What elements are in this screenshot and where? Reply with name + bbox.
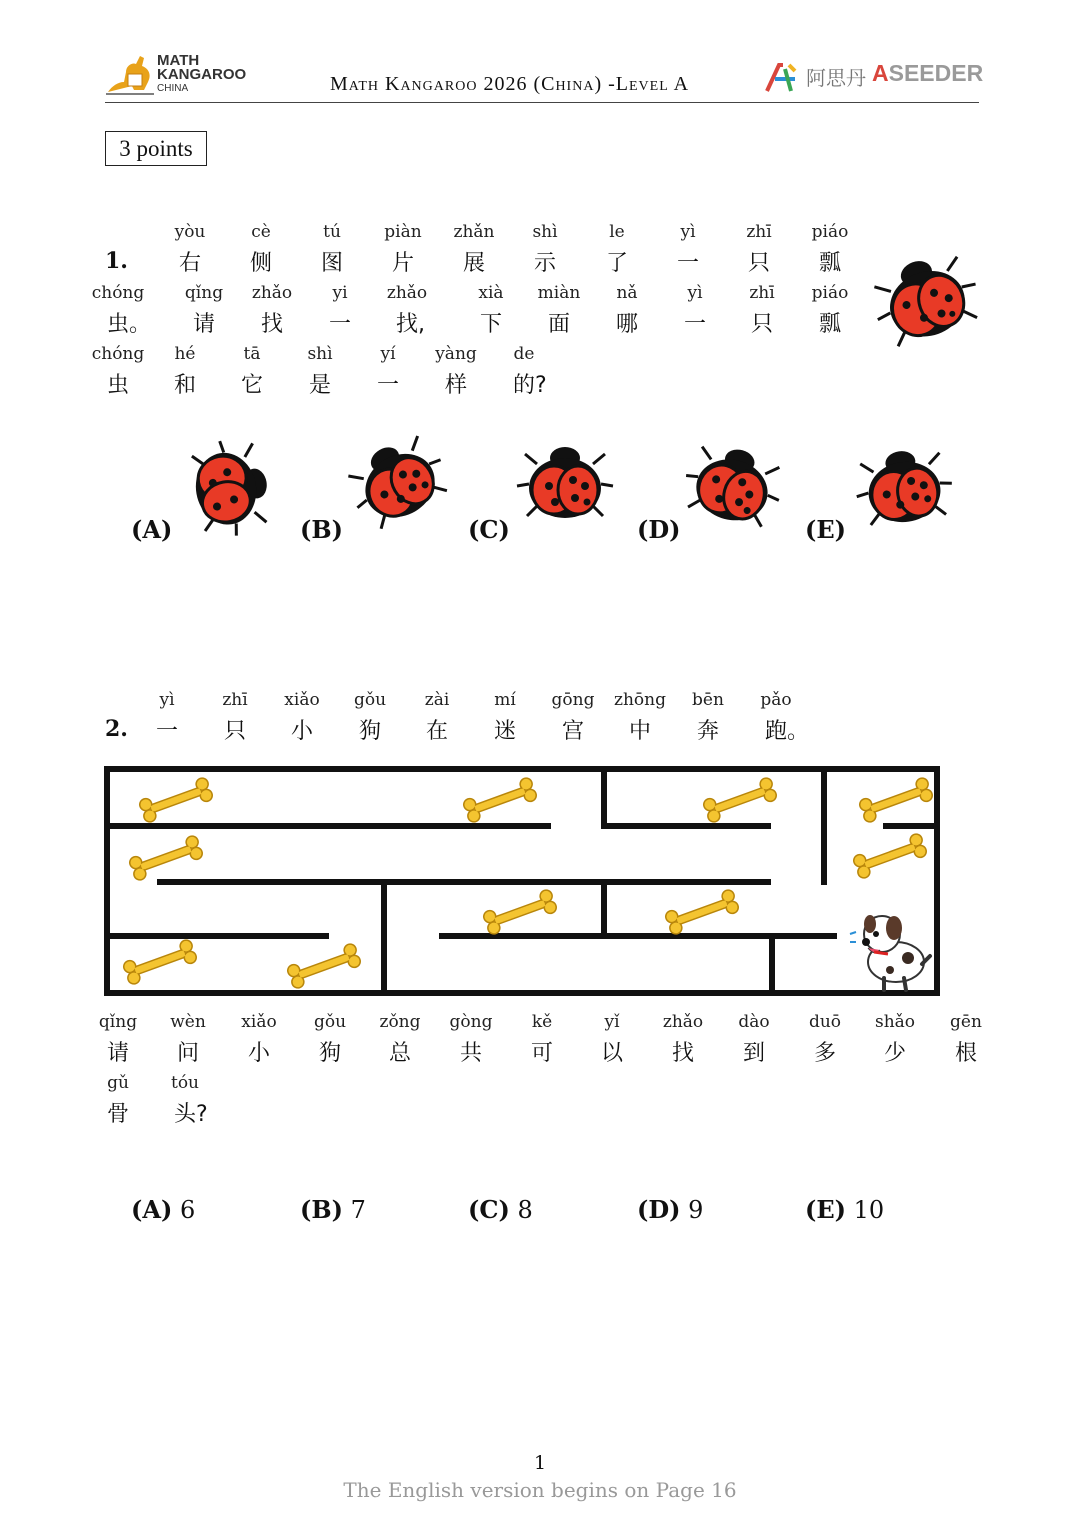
option-e-ladybug-icon[interactable] [852,438,958,536]
maze-walls [107,769,937,993]
pinyin: gǒu [313,1012,347,1032]
question-1-option-e[interactable]: (E) [805,515,847,544]
pinyin: cè [251,222,271,242]
pinyin: qǐng [98,1012,138,1032]
hanzi: 一 [677,251,700,276]
hanzi: 骨 [107,1102,130,1127]
pinyin: zhǎo [251,283,293,303]
question-2-option-d[interactable] [637,1195,703,1224]
pinyin: le [609,222,625,242]
pinyin: bēn [692,690,724,710]
pinyin: nǎ [616,283,638,303]
bone-icon [664,888,740,935]
hanzi: 是 [309,373,332,398]
pinyin: wèn [170,1012,206,1032]
question-1-option-d[interactable]: (D) [637,515,681,544]
bone-icon [122,938,198,985]
question-2-number: 2. [105,716,128,742]
question-1-option-a[interactable]: (A) [131,515,173,544]
pinyin: zhī [746,222,772,242]
hanzi: 在 [426,719,449,744]
pinyin: xiǎo [241,1012,277,1032]
pinyin: zhī [222,690,248,710]
pinyin: shì [532,222,558,242]
hanzi: 狗 [359,719,382,744]
pinyin: xià [478,283,504,303]
header-divider [105,102,979,103]
hanzi: 样 [445,373,468,398]
question-1-option-b[interactable]: (B) [300,515,343,544]
question-2-option-a[interactable] [131,1195,195,1224]
kangaroo-logo-icon [104,52,156,96]
hanzi: 片 [392,251,415,276]
option-d-ladybug-icon[interactable] [683,434,783,538]
pinyin: piàn [384,222,422,242]
bone-icon [858,776,934,823]
option-a-ladybug-icon[interactable] [178,440,282,536]
hanzi: 瓢 [819,251,842,276]
pinyin: gǒu [353,690,387,710]
page-number: 1 [533,1452,547,1474]
hanzi: 只 [748,251,771,276]
pinyin: zǒng [379,1012,421,1032]
pinyin: yòu [174,222,206,242]
partner-name-en-rest: SEEDER [888,60,984,86]
hanzi: 奔 [697,719,720,744]
bone-icon [462,776,538,823]
option-b-value: 7 [350,1196,366,1224]
pinyin: yàng [435,344,477,364]
pinyin: gòng [449,1012,493,1032]
pinyin: piáo [811,283,849,303]
hanzi: 瓢 [819,312,842,337]
pinyin: zhǎo [386,283,428,303]
hanzi: 找, [396,312,425,337]
partner-name-cn: 阿思丹 [806,66,866,90]
hanzi: 一 [329,312,352,337]
hanzi: 哪 [616,312,639,337]
pinyin: xiǎo [284,690,320,710]
question-2-option-c[interactable] [468,1195,533,1224]
hanzi: 根 [955,1041,978,1066]
hanzi: 找 [261,312,284,337]
pinyin: zhōng [614,690,666,710]
hanzi: 了 [606,251,629,276]
hanzi: 总 [389,1041,412,1066]
option-d-letter: (D) [637,1195,681,1224]
hanzi: 的? [513,373,547,398]
hanzi: 和 [174,373,197,398]
hanzi: 少 [884,1041,907,1066]
page-title: Math Kangaroo 2026 (China) -Level A [330,73,690,95]
points-label: 3 points [105,131,207,166]
pinyin: yǐ [604,1012,620,1032]
hanzi: 小 [248,1041,271,1066]
question-2-option-b[interactable] [300,1195,366,1224]
pinyin: yi [332,283,348,303]
hanzi: 图 [321,251,344,276]
hanzi: 只 [224,719,247,744]
option-e-value: 10 [853,1196,885,1224]
hanzi: 多 [814,1041,837,1066]
bone-icon [128,834,204,881]
pinyin: tú [323,222,341,242]
pinyin: gōng [551,690,595,710]
hanzi: 迷 [494,719,517,744]
bone-icon [852,832,928,879]
pinyin: shì [307,344,333,364]
option-c-ladybug-icon[interactable] [515,434,615,534]
logo-text [157,54,246,96]
option-d-value: 9 [688,1196,704,1224]
hanzi: 虫。 [107,312,152,337]
hanzi: 狗 [319,1041,342,1066]
pinyin: tóu [170,1073,199,1093]
pinyin: kě [531,1012,553,1032]
hanzi: 跑。 [765,719,810,744]
pinyin: zhǎn [453,222,495,242]
pinyin: miàn [537,283,581,303]
pinyin: tā [243,344,261,364]
bone-icon [286,942,362,989]
hanzi: 小 [291,719,314,744]
logo-line-china: CHINA [157,83,189,94]
partner-name-en [872,60,983,87]
option-a-letter: (A) [131,1195,173,1224]
option-e-letter: (E) [805,1195,847,1224]
option-c-value: 8 [517,1196,533,1224]
hanzi: 可 [531,1041,554,1066]
partner-name-en-initial: A [872,60,889,86]
hanzi: 一 [684,312,707,337]
question-2-option-e[interactable] [805,1195,884,1224]
hanzi: 共 [460,1041,483,1066]
bone-icon [482,888,558,935]
pinyin: yì [680,222,696,242]
pinyin: dào [738,1012,770,1032]
pinyin: hé [174,344,196,364]
ladybug-icon [870,250,982,350]
hanzi: 展 [463,251,486,276]
hanzi: 一 [377,373,400,398]
pinyin: chóng [91,283,145,303]
logo-line-math: MATH [157,52,200,69]
maze [104,766,940,998]
hanzi: 请 [107,1041,130,1066]
option-a-value: 6 [179,1196,196,1224]
pinyin: de [513,344,535,364]
hanzi: 请 [193,312,216,337]
pinyin: duō [808,1012,842,1032]
pinyin: yì [159,690,175,710]
question-1-option-c[interactable]: (C) [468,515,510,544]
logo-line-kangaroo: KANGAROO [157,66,247,83]
pinyin: zài [424,690,450,710]
dog-icon [850,915,930,990]
hanzi: 侧 [250,251,273,276]
hanzi: 问 [177,1041,200,1066]
bone-icon [702,776,778,823]
hanzi: 下 [480,312,503,337]
pinyin: gēn [950,1012,982,1032]
hanzi: 右 [179,251,202,276]
pinyin: mí [494,690,516,710]
hanzi: 宫 [562,719,585,744]
option-b-letter: (B) [300,1195,343,1224]
pinyin: yí [380,344,396,364]
hanzi: 找 [672,1041,695,1066]
pinyin: piáo [811,222,849,242]
pinyin: zhǎo [662,1012,704,1032]
bone-icon [138,776,214,823]
option-c-letter: (C) [468,1195,510,1224]
hanzi: 它 [241,373,264,398]
pinyin: chóng [91,344,145,364]
hanzi: 中 [629,719,652,744]
option-b-ladybug-icon[interactable] [346,432,450,532]
pinyin: gǔ [107,1073,129,1093]
pinyin: yì [687,283,703,303]
hanzi: 只 [751,312,774,337]
hanzi: 一 [156,719,179,744]
pinyin: shǎo [874,1012,916,1032]
hanzi: 虫 [107,373,130,398]
footer-note: The English version begins on Page 16 [343,1478,737,1502]
hanzi: 面 [548,312,571,337]
pinyin: qǐng [184,283,224,303]
hanzi: 以 [601,1041,624,1066]
pinyin: pǎo [760,690,792,710]
hanzi: 头? [174,1102,208,1127]
hanzi: 到 [743,1041,766,1066]
hanzi: 示 [534,251,557,276]
pinyin: zhī [749,283,775,303]
question-1-number: 1. [105,248,128,274]
aseeder-logo-icon [763,61,797,95]
